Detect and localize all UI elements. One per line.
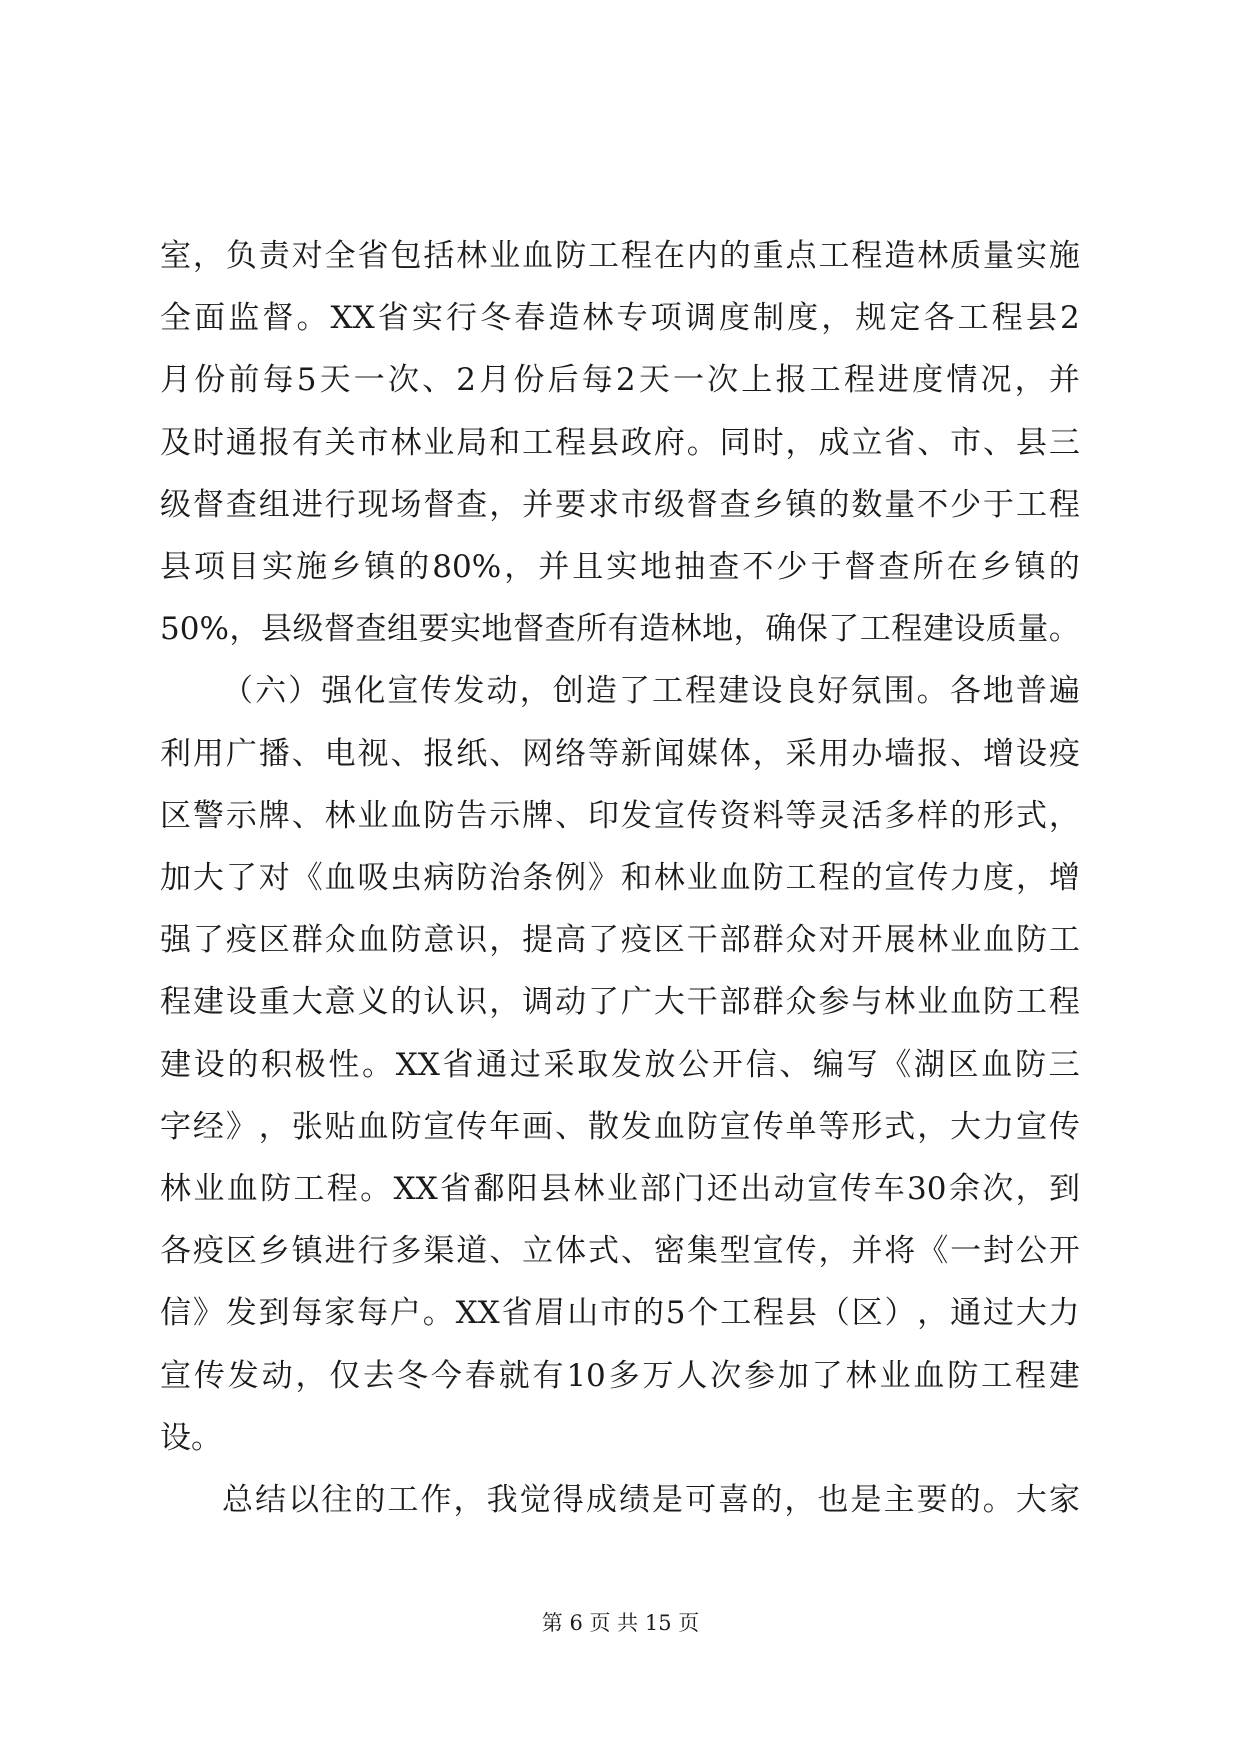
page-footer: 第 6 页 共 15 页	[541, 1611, 700, 1635]
text-line: 强 了 疫 区 群 众 血 防 意 识 ， 提 高 了 疫 区 干 部 群 众 对 开 展 林 业 血 防 工	[160, 922, 1080, 958]
text-line: 加 大 了 对 《 血 吸 虫 病 防 治 条 例 》 和 林 业 血 防 工 程 的 宣 传 力 度 ， 增	[160, 860, 1080, 896]
text-line: 全 面 监 督 。 XX 省 实 行 冬 春 造 林 专 项 调 度 制 度 ， 规 定 各 工 程 县 2	[160, 300, 1080, 336]
text-line: 字 经 》 ， 张 贴 血 防 宣 传 年 画 、 散 发 血 防 宣 传 单 等 形 式 ， 大 力 宣 传	[160, 1109, 1080, 1145]
text-line: 级 督 查 组 进 行 现 场 督 查 ， 并 要 求 市 级 督 查 乡 镇 的 数 量 不 少 于 工 程	[160, 487, 1080, 523]
text-line: 程 建 设 重 大 意 义 的 认 识 ， 调 动 了 广 大 干 部 群 众 参 与 林 业 血 防 工 程	[160, 984, 1080, 1020]
text-line: 信 》 发 到 每 家 每 户 。 XX 省 眉 山 市 的 5 个 工 程 县 （ 区 ） ， 通 过 大 力	[160, 1295, 1080, 1331]
text-line: 各 疫 区 乡 镇 进 行 多 渠 道 、 立 体 式 、 密 集 型 宣 传 ， 并 将 《 一 封 公 开	[160, 1233, 1080, 1269]
text-line: 县 项 目 实 施 乡 镇 的 80% ， 并 且 实 地 抽 查 不 少 于 督 查 所 在 乡 镇 的	[160, 549, 1080, 585]
text-line: 宣 传 发 动 ， 仅 去 冬 今 春 就 有 10 多 万 人 次 参 加 了 林 业 血 防 工 程 建	[160, 1358, 1080, 1394]
text-line: 利 用 广 播 、 电 视 、 报 纸 、 网 络 等 新 闻 媒 体 ， 采 用 办 墙 报 、 增 设 疫	[160, 736, 1080, 772]
text-line: 设 。	[160, 1420, 222, 1456]
text-line: 林 业 血 防 工 程 。 XX 省 鄱 阳 县 林 业 部 门 还 出 动 宣 传 车 30 余 次 ， 到	[160, 1171, 1080, 1207]
text-line: 区 警 示 牌 、 林 业 血 防 告 示 牌 、 印 发 宣 传 资 料 等 灵 活 多 样 的 形 式 ，	[160, 798, 1080, 834]
text-line: （ 六 ） 强 化 宣 传 发 动 ， 创 造 了 工 程 建 设 良 好 氛 围 。 各 地 普 遍	[222, 673, 1080, 709]
text-line: 月 份 前 每 5 天 一 次 、 2 月 份 后 每 2 天 一 次 上 报 工 程 进 度 情 况 ， 并	[160, 362, 1080, 398]
text-line: 及 时 通 报 有 关 市 林 业 局 和 工 程 县 政 府 。 同 时 ， 成 立 省 、 市 、 县 三	[160, 425, 1080, 461]
text-line: 50% ， 县 级 督 查 组 要 实 地 督 查 所 有 造 林 地 ， 确 保 了 工 程 建 设 质 量 。	[160, 611, 1080, 647]
text-line: 建 设 的 积 极 性 。 XX 省 通 过 采 取 发 放 公 开 信 、 编 写 《 湖 区 血 防 三	[160, 1047, 1080, 1083]
text-line: 室 ， 负 责 对 全 省 包 括 林 业 血 防 工 程 在 内 的 重 点 工 程 造 林 质 量 实 施	[160, 238, 1080, 274]
text-line: 总 结 以 往 的 工 作 ， 我 觉 得 成 绩 是 可 喜 的 ， 也 是 主 要 的 。 大 家	[222, 1482, 1080, 1518]
